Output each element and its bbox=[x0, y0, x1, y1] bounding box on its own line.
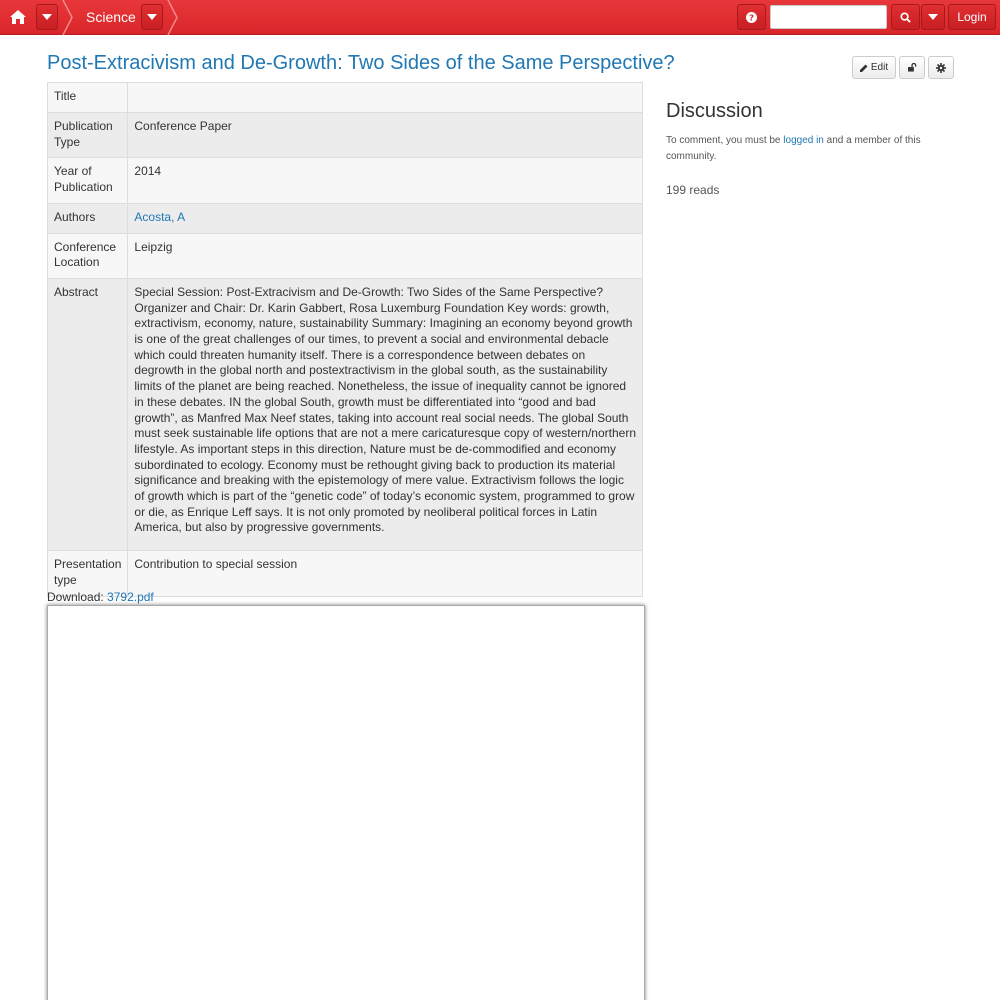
table-row bbox=[48, 83, 643, 113]
caret-down-icon bbox=[42, 14, 52, 20]
svg-text:?: ? bbox=[749, 12, 754, 23]
table-row bbox=[48, 203, 643, 233]
read-count: 199 reads bbox=[666, 183, 720, 197]
field-label-title: Title bbox=[48, 83, 128, 113]
download-line bbox=[47, 590, 154, 604]
comment-notice bbox=[666, 133, 926, 164]
top-navbar bbox=[0, 0, 1000, 35]
table-row bbox=[48, 278, 643, 550]
breadcrumb-science[interactable]: Science bbox=[86, 9, 136, 25]
comment-prefix: To comment, you must be bbox=[666, 135, 781, 146]
field-value-publication-type: Conference Paper bbox=[128, 113, 643, 158]
search-input[interactable] bbox=[770, 5, 887, 29]
search-button[interactable] bbox=[891, 4, 920, 30]
pdf-viewer-frame[interactable] bbox=[47, 605, 645, 1000]
home-menu-button[interactable] bbox=[36, 4, 58, 30]
edit-button[interactable] bbox=[852, 56, 896, 79]
field-label-year: Year of Publication bbox=[48, 158, 128, 203]
field-value-presentation-type: Contribution to special session bbox=[128, 551, 643, 596]
field-value-location: Leipzig bbox=[128, 233, 643, 278]
field-value-year: 2014 bbox=[128, 158, 643, 203]
field-label-authors: Authors bbox=[48, 203, 128, 233]
login-button[interactable]: Login bbox=[948, 4, 996, 30]
field-label-presentation-type: Presentation type bbox=[48, 551, 128, 596]
login-link[interactable]: logged in bbox=[783, 135, 824, 146]
download-file-link[interactable]: 3792.pdf bbox=[107, 590, 154, 604]
table-row bbox=[48, 233, 643, 278]
home-icon bbox=[9, 9, 27, 25]
help-button[interactable] bbox=[737, 4, 766, 30]
table-row bbox=[48, 158, 643, 203]
settings-button[interactable] bbox=[928, 56, 954, 79]
field-label-publication-type: Publication Type bbox=[48, 113, 128, 158]
search-options-button[interactable] bbox=[921, 4, 945, 30]
download-label: Download: bbox=[47, 590, 104, 604]
unlock-button[interactable] bbox=[899, 56, 925, 79]
author-link[interactable]: Acosta, A bbox=[134, 209, 186, 224]
help-icon bbox=[746, 12, 757, 23]
table-row bbox=[48, 113, 643, 158]
search-icon bbox=[900, 12, 911, 23]
breadcrumb-separator bbox=[167, 0, 179, 35]
field-value-authors bbox=[128, 203, 643, 233]
caret-down-icon bbox=[147, 14, 157, 20]
edit-label: Edit bbox=[870, 62, 889, 73]
home-button[interactable] bbox=[4, 3, 32, 31]
caret-down-icon bbox=[928, 14, 938, 20]
breadcrumb-separator bbox=[62, 0, 74, 35]
comment-suffix: and a member of this community. bbox=[666, 135, 921, 162]
field-value-abstract: Special Session: Post-Extracivism and De-Growth: Two Sides of the Same Perspective? Organizer and Chair: Dr. Karin Gabbert, Rosa Luxemburg Foundation Key words: growth, extractivism, economy, nature, sustainability Summary: Imagining an economy beyond growth is one of the great challenges of our times, to prevent a social and environmental debacle which could threaten humanity itself. There is a correspondence between debates on degrowth in the global north and postextractivism in the global south, as the sustainability limits of the planet are being reached. Nonetheless, the issue of inequality cannot be ignored in these debates. IN the global South, growth must be differentiated into “good and bad growth”, as Manfred Max Neef states, taking into account real social needs. The global South must seek sustainable life options that are not a mere caricaturesque copy of western/northern lifestyle. As important steps in this direction, Nature must be de-commodified and economy subordinated to ecology. Economy must be rethought giving back to production its material significance and breaking with the epistemology of mere value. Extractivism follows the logic of growth which is part of the “genetic code” of today’s economic system, programmed to grow or die, as Enrique Leff says. It is not only promoted by neoliberal political forces in Latin America, but also by progressive governments. bbox=[128, 278, 643, 550]
page-title: Post-Extracivism and De-Growth: Two Sides of the Same Perspective? bbox=[47, 52, 675, 74]
discussion-heading: Discussion bbox=[666, 100, 763, 122]
field-label-abstract: Abstract bbox=[48, 278, 128, 550]
pencil-icon bbox=[860, 64, 868, 72]
field-label-location: Conference Location bbox=[48, 233, 128, 278]
unlock-icon bbox=[908, 63, 917, 72]
field-value-title bbox=[128, 83, 643, 113]
section-menu-button[interactable] bbox=[141, 4, 163, 30]
gear-icon bbox=[936, 63, 946, 73]
publication-details-table bbox=[47, 82, 643, 597]
